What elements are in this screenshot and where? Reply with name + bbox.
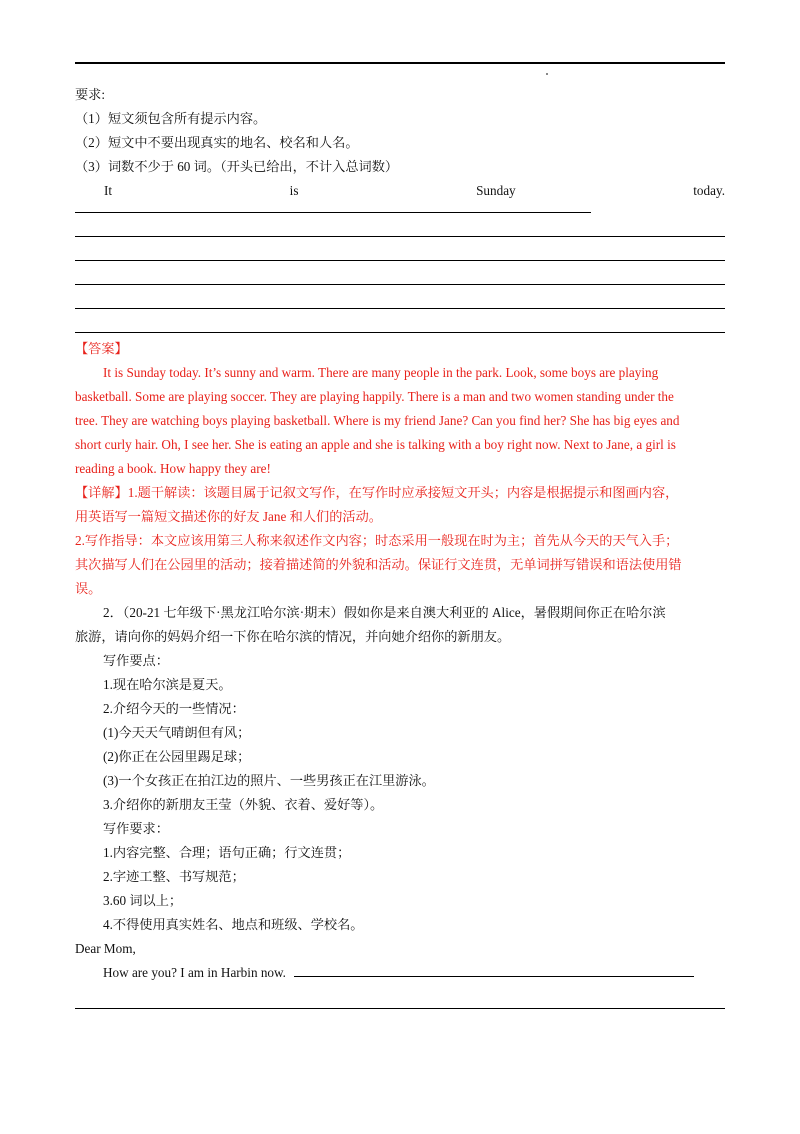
page-content bbox=[75, 83, 725, 1009]
analysis-section bbox=[75, 481, 725, 601]
writing-line[interactable] bbox=[75, 237, 725, 261]
writing-line[interactable] bbox=[75, 309, 725, 333]
writing-line[interactable] bbox=[75, 213, 725, 237]
answer-line: reading a book. How happy they are! bbox=[75, 461, 271, 476]
question-line: 2．（20-21 七年级下·黑龙江哈尔滨·期末）假如你是来自澳大利亚的 Alice，暑假期间你正在哈尔滨 bbox=[103, 605, 666, 620]
point-item: (2)你正在公园里踢足球； bbox=[103, 749, 251, 764]
analysis-line: 【详解】1.题干解读：该题目属于记叙文写作，在写作时应承接短文开头；内容是根据提示和图画内容， bbox=[75, 485, 679, 500]
requirement-3: （3）词数不少于 60 词。（开头已给出，不计入总词数） bbox=[75, 159, 399, 174]
question-line: 旅游，请向你的妈妈介绍一下你在哈尔滨的情况，并向她介绍你的新朋友。 bbox=[75, 629, 511, 644]
analysis-line: 其次描写人们在公园里的活动；接着描述简的外貌和活动。保证行文连贯，无单词拼写错误和语法使用错 bbox=[75, 557, 682, 572]
point-item: 1.现在哈尔滨是夏天。 bbox=[103, 677, 232, 692]
analysis-line: 误。 bbox=[75, 581, 102, 596]
analysis-tag: 【详解】 bbox=[75, 485, 128, 500]
answer-line: tree. They are watching boys playing basketball. Where is my friend Jane? Can you find her? She has big eyes and bbox=[75, 413, 680, 428]
requirement-2: （2）短文中不要出现真实的地名、校名和人名。 bbox=[75, 135, 359, 150]
letter-start bbox=[75, 961, 725, 985]
point-item: (3)一个女孩正在拍江边的照片、一些男孩正在江里游泳。 bbox=[103, 773, 435, 788]
writing-line[interactable] bbox=[75, 285, 725, 309]
requirement-item: 1.内容完整、合理；语句正确；行文连贯； bbox=[103, 845, 351, 860]
writing-line[interactable] bbox=[75, 261, 725, 285]
top-rule bbox=[75, 62, 725, 64]
point-item: 3.介绍你的新朋友王莹（外貌、衣着、爱好等）。 bbox=[103, 797, 384, 812]
opening-word: It bbox=[104, 183, 113, 198]
writing-line[interactable] bbox=[75, 985, 725, 1009]
requirements-heading-2: 写作要求： bbox=[103, 821, 169, 836]
requirement-1: （1）短文须包含所有提示内容。 bbox=[75, 111, 267, 126]
requirements-heading: 要求: bbox=[75, 87, 106, 102]
opening-word: is bbox=[289, 183, 299, 198]
analysis-line: 用英语写一篇短文描述你的好友 Jane 和人们的活动。 bbox=[75, 509, 382, 524]
answer-line: basketball. Some are playing soccer. They are playing happily. There is a man and two women standing under the bbox=[75, 389, 674, 404]
opening-word: Sunday bbox=[476, 183, 516, 198]
question-2 bbox=[75, 601, 725, 1009]
requirement-item: 4.不得使用真实姓名、地点和班级、学校名。 bbox=[103, 917, 364, 932]
point-item: (1)今天天气晴朗但有风； bbox=[103, 725, 251, 740]
answer-line: short curly hair. Oh, I see her. She is eating an apple and she is talking with a boy right now. Next to Jane, a girl is bbox=[75, 437, 676, 452]
answer-line: It is Sunday today. It’s sunny and warm. There are many people in the park. Look, some boys are playing bbox=[103, 365, 659, 380]
points-heading: 写作要点： bbox=[103, 653, 169, 668]
requirement-item: 2.字迹工整、书写规范； bbox=[103, 869, 245, 884]
point-item: 2.介绍今天的一些情况： bbox=[103, 701, 245, 716]
requirement-item: 3.60 词以上； bbox=[103, 893, 183, 908]
dot-mark bbox=[546, 73, 548, 75]
answer-tag: 【答案】 bbox=[75, 341, 128, 356]
blank-line[interactable] bbox=[294, 962, 694, 977]
opening-word: today. bbox=[693, 183, 725, 198]
letter-start-text: How are you? I am in Harbin now. bbox=[103, 965, 286, 980]
salutation: Dear Mom, bbox=[75, 941, 136, 956]
analysis-line: 2.写作指导：本文应该用第三人称来叙述作文内容；时态采用一般现在时为主；首先从今天的天气入手； bbox=[75, 533, 679, 548]
answer-section bbox=[75, 337, 725, 481]
